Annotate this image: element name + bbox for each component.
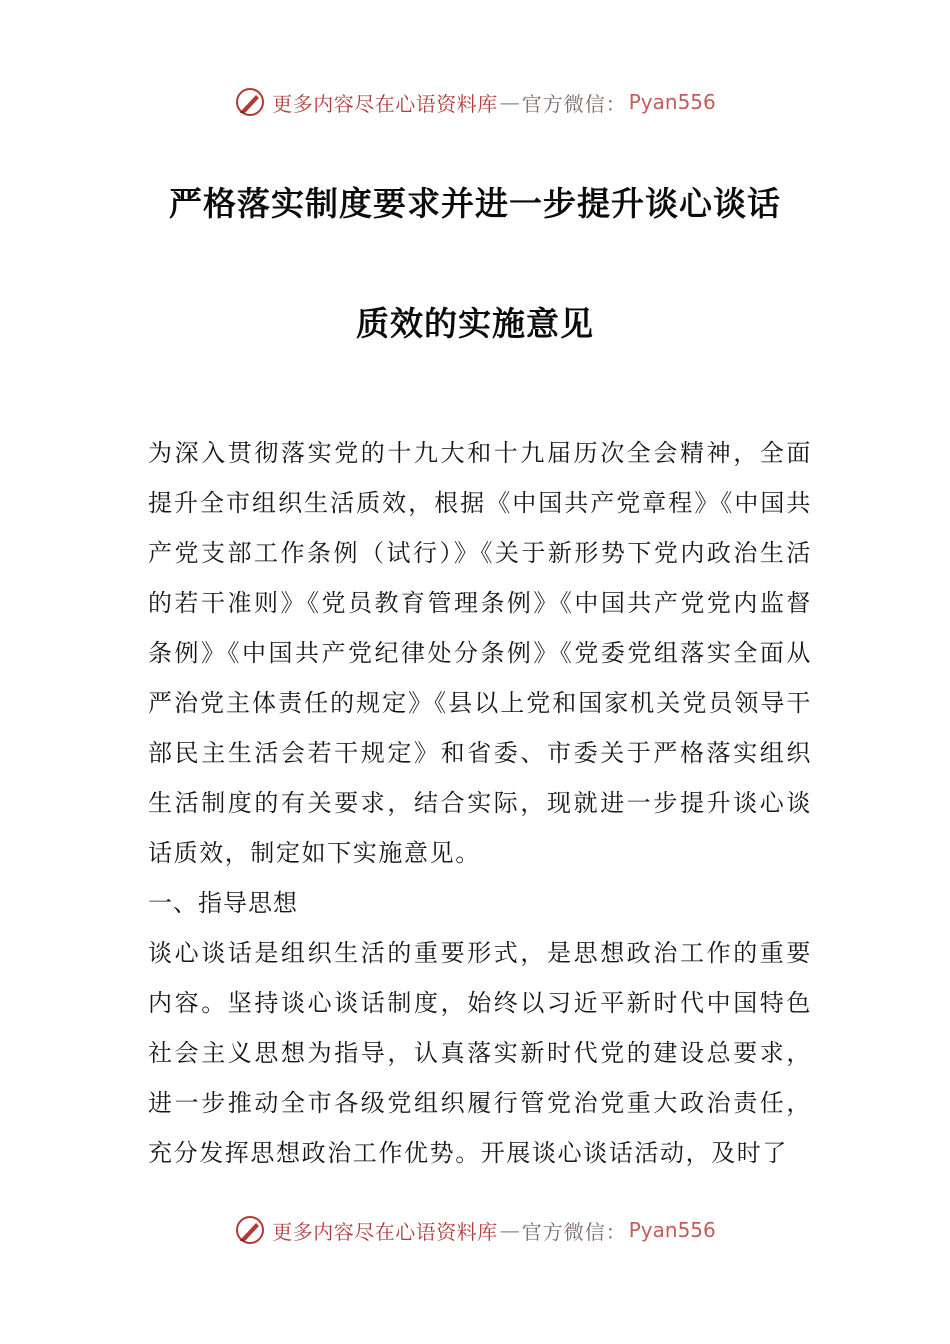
watermark-wechat-label: 官方微信： <box>521 1219 627 1244</box>
watermark-header <box>0 86 950 118</box>
document-body <box>148 428 812 1178</box>
watermark-wechat-id: Pyan556 <box>628 90 716 114</box>
watermark-wechat-label: 官方微信： <box>521 91 627 116</box>
document-title-line2: 质效的实施意见 <box>356 304 594 343</box>
pen-logo-icon <box>234 1214 266 1246</box>
watermark-footer <box>0 1214 950 1246</box>
watermark-site-text: 更多内容尽在心语资料库 <box>272 1219 498 1244</box>
section-paragraph: 谈心谈话是组织生活的重要形式，是思想政治工作的重要内容。坚持谈心谈话制度，始终以习近平新时代中国特色社会主义思想为指导，认真落实新时代党的建设总要求，进一步推动全市各级党组织履行管党治党重大政治责任，充分发挥思想政治工作优势。开展谈心谈话活动，及时了 <box>148 939 812 1167</box>
watermark-separator: — <box>499 1218 520 1242</box>
watermark-wechat-id: Pyan556 <box>628 1218 716 1242</box>
pen-logo-icon <box>234 86 266 118</box>
watermark-separator: — <box>499 90 520 114</box>
intro-paragraph: 为深入贯彻落实党的十九大和十九届历次全会精神，全面提升全市组织生活质效，根据《中国共产党章程》《中国共产党支部工作条例（试行）》《关于新形势下党内政治生活的若干准则》《党员教育管理条例》《中国共产党党内监督条例》《中国共产党纪律处分条例》《党委党组落实全面从严治党主体责任的规定》《县以上党和国家机关党员领导干部民主生活会若干规定》和省委、市委关于严格落实组织生活制度的有关要求，结合实际，现就进一步提升谈心谈话质效，制定如下实施意见。 <box>148 439 812 867</box>
document-title-line1: 严格落实制度要求并进一步提升谈心谈话 <box>169 184 781 223</box>
section-heading: 一、指导思想 <box>148 889 298 917</box>
watermark-site-text: 更多内容尽在心语资料库 <box>272 91 498 116</box>
